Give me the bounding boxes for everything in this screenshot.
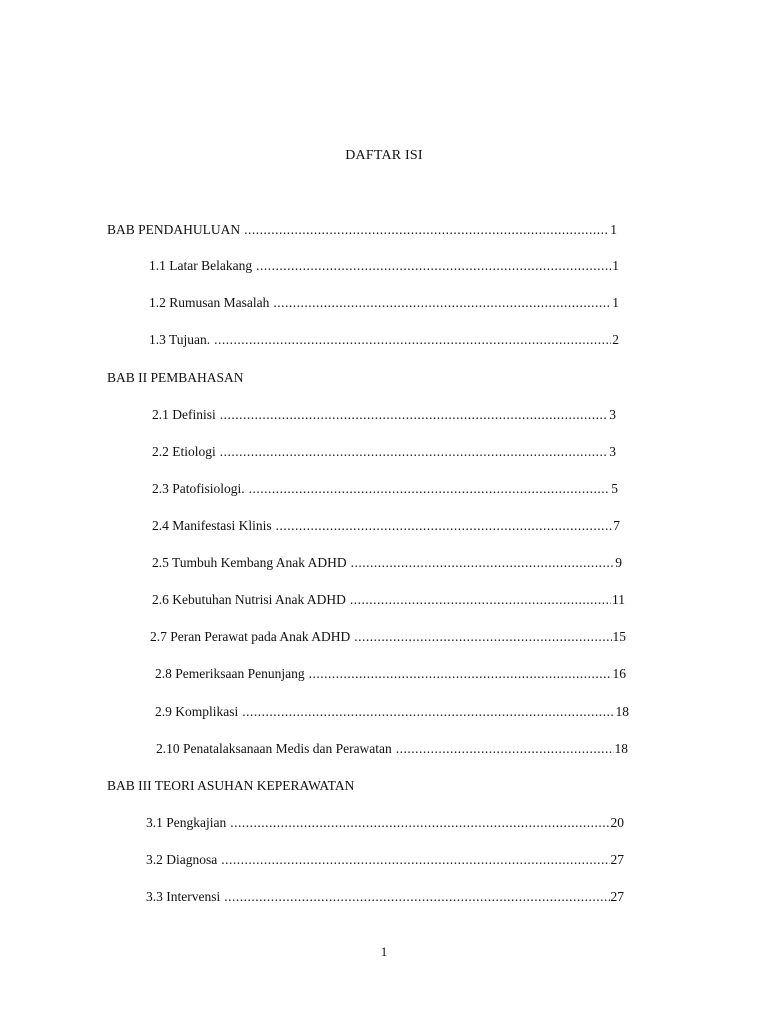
toc-entry-label: 2.6 Kebutuhan Nutrisi Anak ADHD [152, 592, 346, 607]
toc-dot-leader [220, 444, 609, 460]
toc-entry-page: 2 [612, 332, 619, 347]
toc-entry-3-1 [146, 815, 624, 835]
toc-entry-page: 18 [615, 704, 629, 719]
toc-entry-2-4 [152, 518, 620, 538]
toc-entry-label: 1.1 Latar Belakang [149, 258, 253, 273]
toc-dot-leader [309, 666, 612, 682]
toc-entry-label: 2.8 Pemeriksaan Penunjang [155, 666, 305, 681]
toc-entry-page: 1 [612, 258, 619, 273]
toc-entry-page: 3 [609, 407, 616, 422]
toc-entry-page: 27 [610, 889, 624, 904]
toc-entry-page: 3 [609, 444, 616, 459]
toc-entry-label: 3.3 Intervensi [146, 889, 221, 904]
toc-entry-page: 11 [612, 592, 625, 607]
toc-dot-leader [220, 407, 609, 423]
toc-dot-leader [256, 258, 611, 274]
toc-dot-leader [273, 295, 611, 311]
toc-entry-label: 2.9 Komplikasi [155, 704, 239, 719]
toc-entry-label: 1.3 Tujuan. [149, 332, 211, 347]
toc-heading-bab-iii: BAB III TEORI ASUHAN KEPERAWATAN [107, 778, 355, 793]
toc-entry-page: 20 [610, 815, 624, 830]
toc-entry-2-8 [155, 666, 626, 686]
toc-dot-leader [214, 332, 611, 348]
toc-entry-2-9 [155, 704, 629, 724]
toc-dot-leader [276, 518, 613, 534]
toc-entry-label: 2.4 Manifestasi Klinis [152, 518, 272, 533]
toc-entry-page: 7 [613, 518, 620, 533]
toc-entry-2-1 [152, 407, 616, 427]
toc-entry-3-2 [146, 852, 624, 872]
toc-entry-3-3 [146, 889, 624, 909]
toc-entry-page: 9 [615, 555, 622, 570]
toc-dot-leader [350, 592, 611, 608]
toc-dot-leader [230, 815, 609, 831]
toc-entry-page: 1 [612, 295, 619, 310]
toc-entry-2-3 [152, 481, 618, 501]
toc-dot-leader [242, 704, 614, 720]
toc-dot-leader [224, 889, 609, 905]
toc-entry-label: 2.3 Patofisiologi. [152, 481, 245, 496]
toc-entry-page: 16 [612, 666, 626, 681]
toc-entry-page: 27 [610, 852, 624, 867]
toc-entry-bab-pendahuluan [107, 222, 617, 242]
toc-entry-1-2 [149, 295, 619, 315]
toc-entry-label: 2.7 Peran Perawat pada Anak ADHD [150, 629, 351, 644]
toc-dot-leader [244, 222, 609, 238]
toc-entry-1-1 [149, 258, 619, 278]
toc-dot-leader [351, 555, 615, 571]
toc-entry-2-5 [152, 555, 622, 575]
toc-entry-2-2 [152, 444, 616, 464]
toc-entry-label: 2.2 Etiologi [152, 444, 216, 459]
toc-entry-1-3 [149, 332, 619, 352]
toc-dot-leader [396, 741, 614, 757]
toc-entry-page: 15 [612, 629, 626, 644]
toc-entry-label: 3.1 Pengkajian [146, 815, 227, 830]
toc-entry-label: 3.2 Diagnosa [146, 852, 218, 867]
toc-entry-page: 5 [611, 481, 618, 496]
toc-entry-2-6 [152, 592, 625, 612]
toc-entry-page: 18 [614, 741, 628, 756]
toc-dot-leader [354, 629, 611, 645]
toc-entry-page: 1 [610, 222, 617, 237]
toc-entry-label: 2.1 Definisi [152, 407, 216, 422]
toc-heading-bab-ii: BAB II PEMBAHASAN [107, 370, 244, 385]
toc-entry-label: 2.10 Penatalaksanaan Medis dan Perawatan [156, 741, 392, 756]
page-number: 1 [380, 944, 388, 959]
document-title: DAFTAR ISI [345, 148, 423, 163]
toc-entry-2-10 [156, 741, 628, 761]
toc-entry-label: BAB PENDAHULUAN [107, 222, 241, 237]
toc-dot-leader [221, 852, 609, 868]
toc-entry-2-7 [150, 629, 626, 649]
toc-dot-leader [249, 481, 611, 497]
toc-entry-label: 2.5 Tumbuh Kembang Anak ADHD [152, 555, 347, 570]
toc-entry-label: 1.2 Rumusan Masalah [149, 295, 270, 310]
